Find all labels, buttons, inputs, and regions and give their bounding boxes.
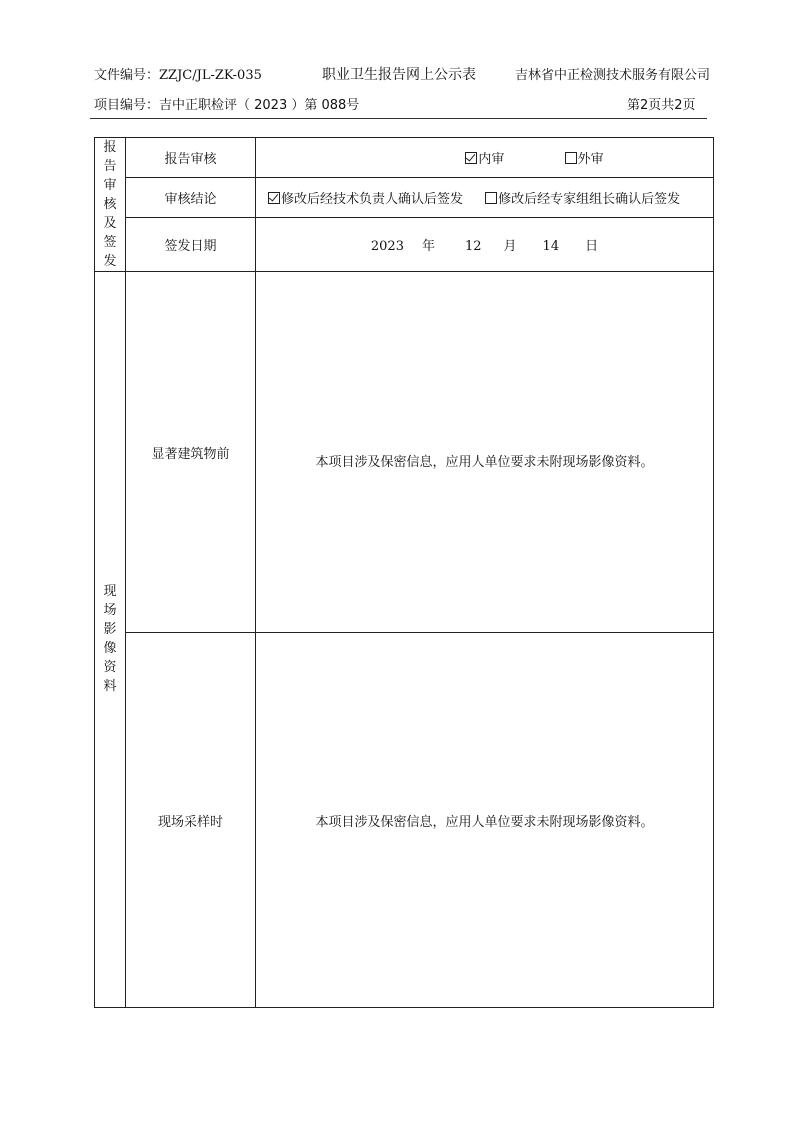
doc-number bbox=[94, 64, 262, 83]
internal-audit-option[interactable]: 内审 bbox=[465, 148, 504, 167]
tech-lead-confirm-option[interactable]: 修改后经技术负责人确认后签发 bbox=[268, 188, 463, 207]
review-section-label: 报 告 审 核 及 签 发 bbox=[95, 138, 126, 272]
audit-options bbox=[256, 138, 714, 178]
issue-month-unit: 月 bbox=[503, 238, 517, 254]
external-audit-option[interactable]: 外审 bbox=[565, 148, 604, 167]
doc-number-label: 文件编号： bbox=[94, 68, 160, 83]
photo-row-sampling bbox=[95, 633, 714, 1008]
issue-date-label: 签发日期 bbox=[126, 217, 256, 271]
issue-month: 12 bbox=[464, 238, 482, 254]
external-audit-checkbox[interactable] bbox=[565, 152, 577, 164]
photo-content-building: 本项目涉及保密信息，应用人单位要求未附现场影像资料。 bbox=[256, 272, 714, 633]
organization-name: 吉林省中正检测技术服务有限公司 bbox=[515, 68, 711, 83]
issue-year: 2023 bbox=[370, 238, 404, 254]
expert-lead-confirm-option[interactable]: 修改后经专家组组长确认后签发 bbox=[485, 188, 680, 207]
doc-number-value: ZZJC/JL-ZK-035 bbox=[159, 68, 262, 83]
issue-date-row bbox=[95, 217, 714, 271]
project-number: 项目编号：吉中正职检评（ 2023 ）第 088号 bbox=[94, 98, 360, 113]
photo-content-sampling: 本项目涉及保密信息，应用人单位要求未附现场影像资料。 bbox=[256, 633, 714, 1008]
photo-label-sampling: 现场采样时 bbox=[126, 633, 256, 1008]
photo-row-building bbox=[95, 272, 714, 633]
internal-audit-checkbox[interactable] bbox=[465, 152, 477, 164]
conclusion-row bbox=[95, 177, 714, 217]
header-divider bbox=[90, 118, 707, 119]
form-title: 职业卫生报告网上公示表 bbox=[322, 67, 476, 83]
photo-section-label: 现 场 影 像 资 料 bbox=[95, 272, 126, 1008]
photo-label-building: 显著建筑物前 bbox=[126, 272, 256, 633]
issue-day-unit: 日 bbox=[585, 238, 599, 254]
issue-year-unit: 年 bbox=[421, 238, 435, 254]
issue-day: 14 bbox=[542, 238, 560, 254]
expert-lead-confirm-checkbox[interactable] bbox=[485, 192, 497, 204]
disclosure-form-table bbox=[94, 137, 714, 1008]
issue-date-value bbox=[256, 217, 714, 271]
audit-row bbox=[95, 138, 714, 178]
page-indicator: 第2页共2页 bbox=[627, 98, 696, 113]
conclusion-label: 审核结论 bbox=[126, 177, 256, 217]
conclusion-options bbox=[256, 177, 714, 217]
tech-lead-confirm-checkbox[interactable] bbox=[268, 192, 280, 204]
audit-label: 报告审核 bbox=[126, 138, 256, 178]
